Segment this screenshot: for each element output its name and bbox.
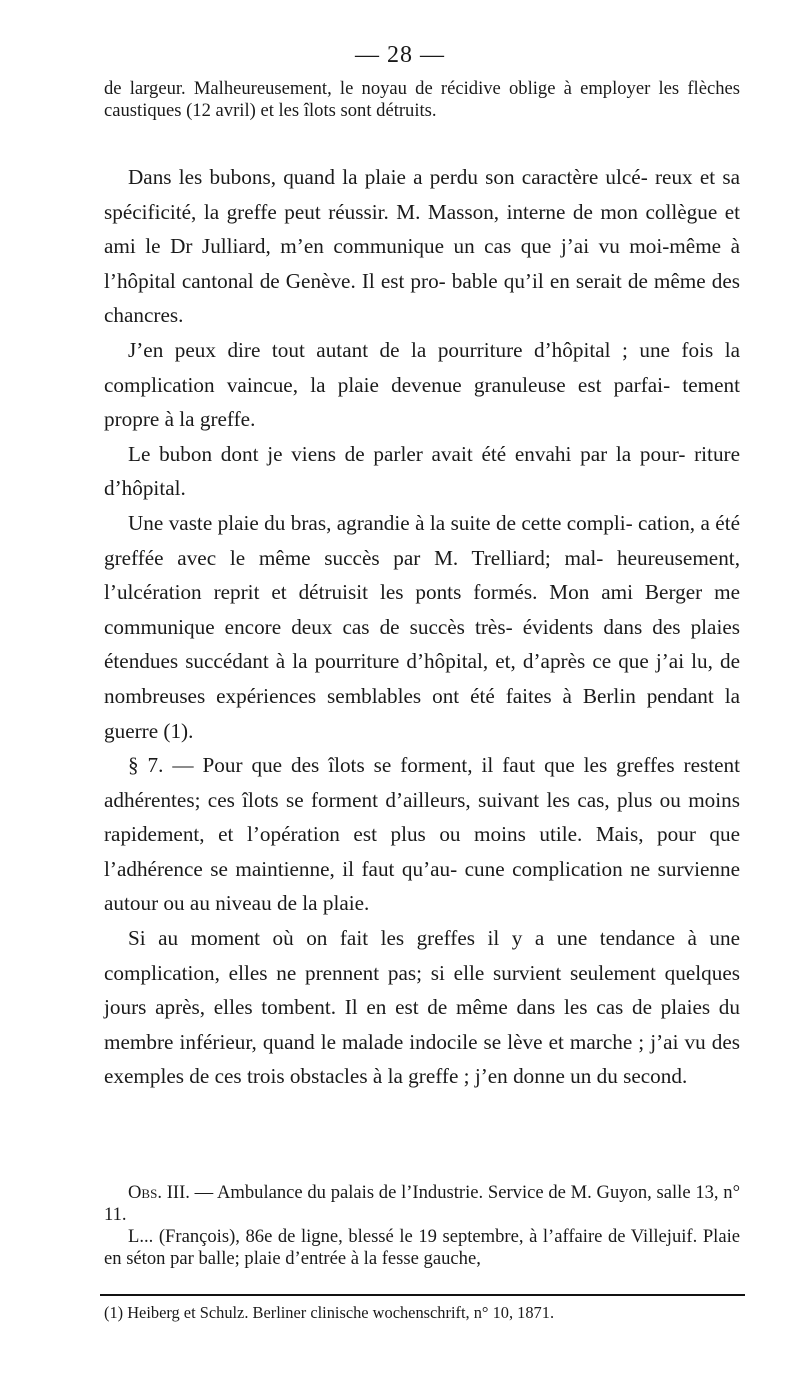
footnote: (1) Heiberg et Schulz. Berliner clinische wochenschrift, n° 10, 1871. [104, 1303, 555, 1322]
paragraph: Une vaste plaie du bras, agrandie à la suite de cette compli- cation, a été greffée avec le même succès par M. Trelliard; mal- heureusement, l’ulcération reprit et détruisit les ponts formés. Mon ami Berger me communique encore deux cas de succès très- évidents dans des plaies étendues succédant à la pourriture d’hôpital, et, d’après ce que j’ai lu, de nombreuses expériences semblables ont été faites à Berlin pendant la guerre (1). [104, 510, 740, 743]
observation-text: — Ambulance du palais de l’Industrie. Service de M. Guyon, salle 13, n° 11. [104, 1182, 741, 1225]
observation-heading [104, 1182, 740, 1226]
observation-case: L... (François), 86e de ligne, blessé le 19 septembre, à l’affaire de Villejuif. Plaie en séton par balle; plaie d’entrée à la fesse gauche, [104, 1226, 740, 1269]
main-text [104, 160, 740, 1094]
paragraph: Si au moment où on fait les greffes il y a une tendance à une complication, elles ne prennent pas; si elle survient seulement quelques jours après, elles tombent. Il en est de même dans les cas de plaies du membre inférieur, quand le malade indocile se lève et marche ; j’ai vu des exemples de ces trois obstacles à la greffe ; j’en donne un du second. [104, 926, 740, 1089]
page-number: — 28 — [355, 42, 445, 68]
paragraph: Le bubon dont je viens de parler avait été envahi par la pour- riture d’hôpital. [104, 441, 740, 501]
observation [104, 1182, 740, 1270]
observation-label: Obs. III. [128, 1182, 190, 1203]
paragraph-text: de largeur. Malheureusement, le noyau de récidive oblige à employer les flèches caustiques (12 avril) et les îlots sont détruits. [104, 78, 740, 121]
footnote-divider [100, 1294, 745, 1296]
paragraph: J’en peux dire tout autant de la pourriture d’hôpital ; une fois la complication vaincue, la plaie devenue granuleuse est parfai- tement propre à la greffe. [104, 337, 740, 432]
continued-paragraph [104, 78, 740, 122]
section-paragraph: § 7. — Pour que des îlots se forment, il faut que les greffes restent adhérentes; ces îlots se forment d’ailleurs, suivant les cas, plus ou moins rapidement, et l’opération est plus ou moins utile. Mais, pour que l’adhérence se maintienne, il faut qu’au- cune complication ne survienne autour ou au niveau de la plaie. [104, 753, 740, 916]
paragraph: Dans les bubons, quand la plaie a perdu son caractère ulcé- reux et sa spécificité, la greffe peut réussir. M. Masson, interne de mon collègue et ami le Dr Julliard, m’en communique un cas que j’ai vu moi-même à l’hôpital cantonal de Genève. Il est pro- bable qu’il en serait de même des chancres. [104, 165, 740, 328]
